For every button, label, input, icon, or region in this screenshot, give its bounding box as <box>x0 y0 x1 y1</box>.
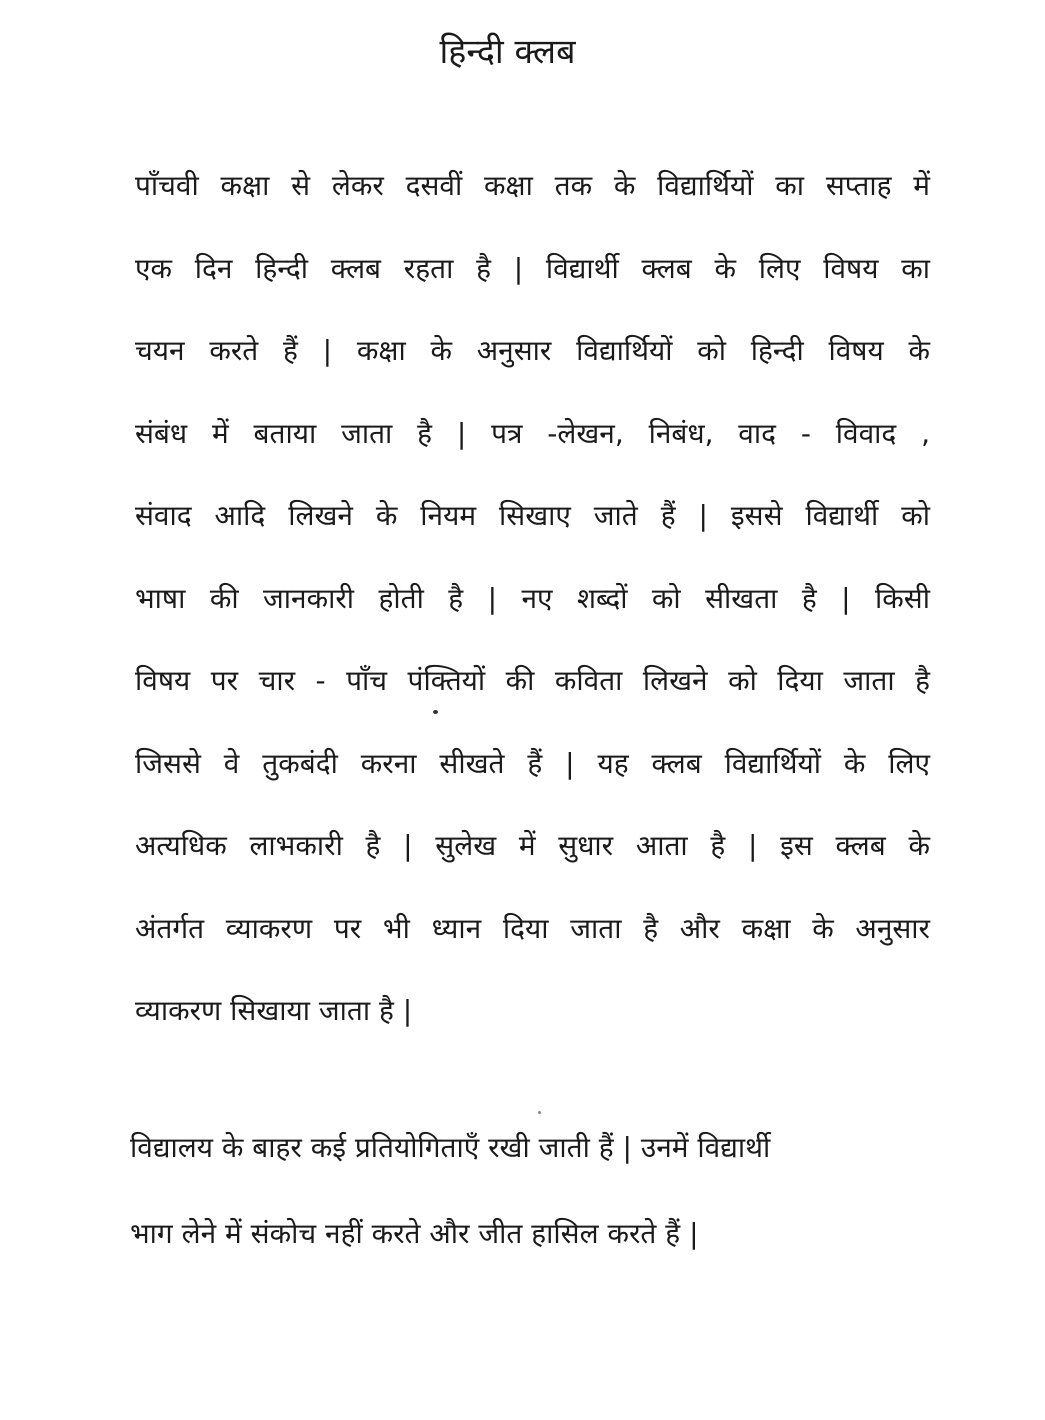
paragraph-2-line: भाग लेने में संकोच नहीं करते और जीत हासिल करते हैं | <box>130 1217 699 1250</box>
paragraph-1-line: संवाद आदि लिखने के नियम सिखाए जाते हैं | इससे विद्यार्थी को <box>135 499 930 532</box>
document-title: हिन्दी क्लब <box>439 32 576 72</box>
paragraph-1-line: पाँचवी कक्षा से लेकर दसवीं कक्षा तक के विद्यार्थियों का सप्ताह में <box>135 169 930 202</box>
paragraph-1-line: अत्यधिक लाभकारी है | सुलेख में सुधार आता है | इस क्लब के <box>135 829 930 862</box>
paragraph-1-line: संबंध में बताया जाता है | पत्र -लेखन, निबंध, वाद - विवाद , <box>135 416 930 450</box>
paragraph-1-line: भाषा की जानकारी होती है | नए शब्दों को सीखता है | किसी <box>135 581 930 615</box>
paragraph-1 <box>135 145 930 1053</box>
paragraph-1-line: अंतर्गत व्याकरण पर भी ध्यान दिया जाता है और कक्षा के अनुसार <box>135 911 930 945</box>
ink-speck <box>538 1111 541 1114</box>
paragraph-1-line: व्याकरण सिखाया जाता है | <box>135 994 413 1027</box>
paragraph-1-line: विषय पर चार - पाँच पंक्तियों की कविता लिखने को दिया जाता है <box>135 664 930 697</box>
paragraph-1-line: जिससे वे तुकबंदी करना सीखते हैं | यह क्लब विद्यार्थियों के लिए <box>135 746 930 780</box>
paragraph-1-line: चयन करते हैं | कक्षा के अनुसार विद्यार्थियों को हिन्दी विषय के <box>135 334 930 367</box>
paragraph-2-line: विद्यालय के बाहर कई प्रतियोगिताएँ रखी जाती हैं | उनमें विद्यार्थी <box>130 1131 771 1164</box>
ink-speck <box>433 710 438 714</box>
paragraph-2 <box>130 1105 770 1277</box>
paragraph-1-line: एक दिन हिन्दी क्लब रहता है | विद्यार्थी क्लब के लिए विषय का <box>135 251 930 285</box>
